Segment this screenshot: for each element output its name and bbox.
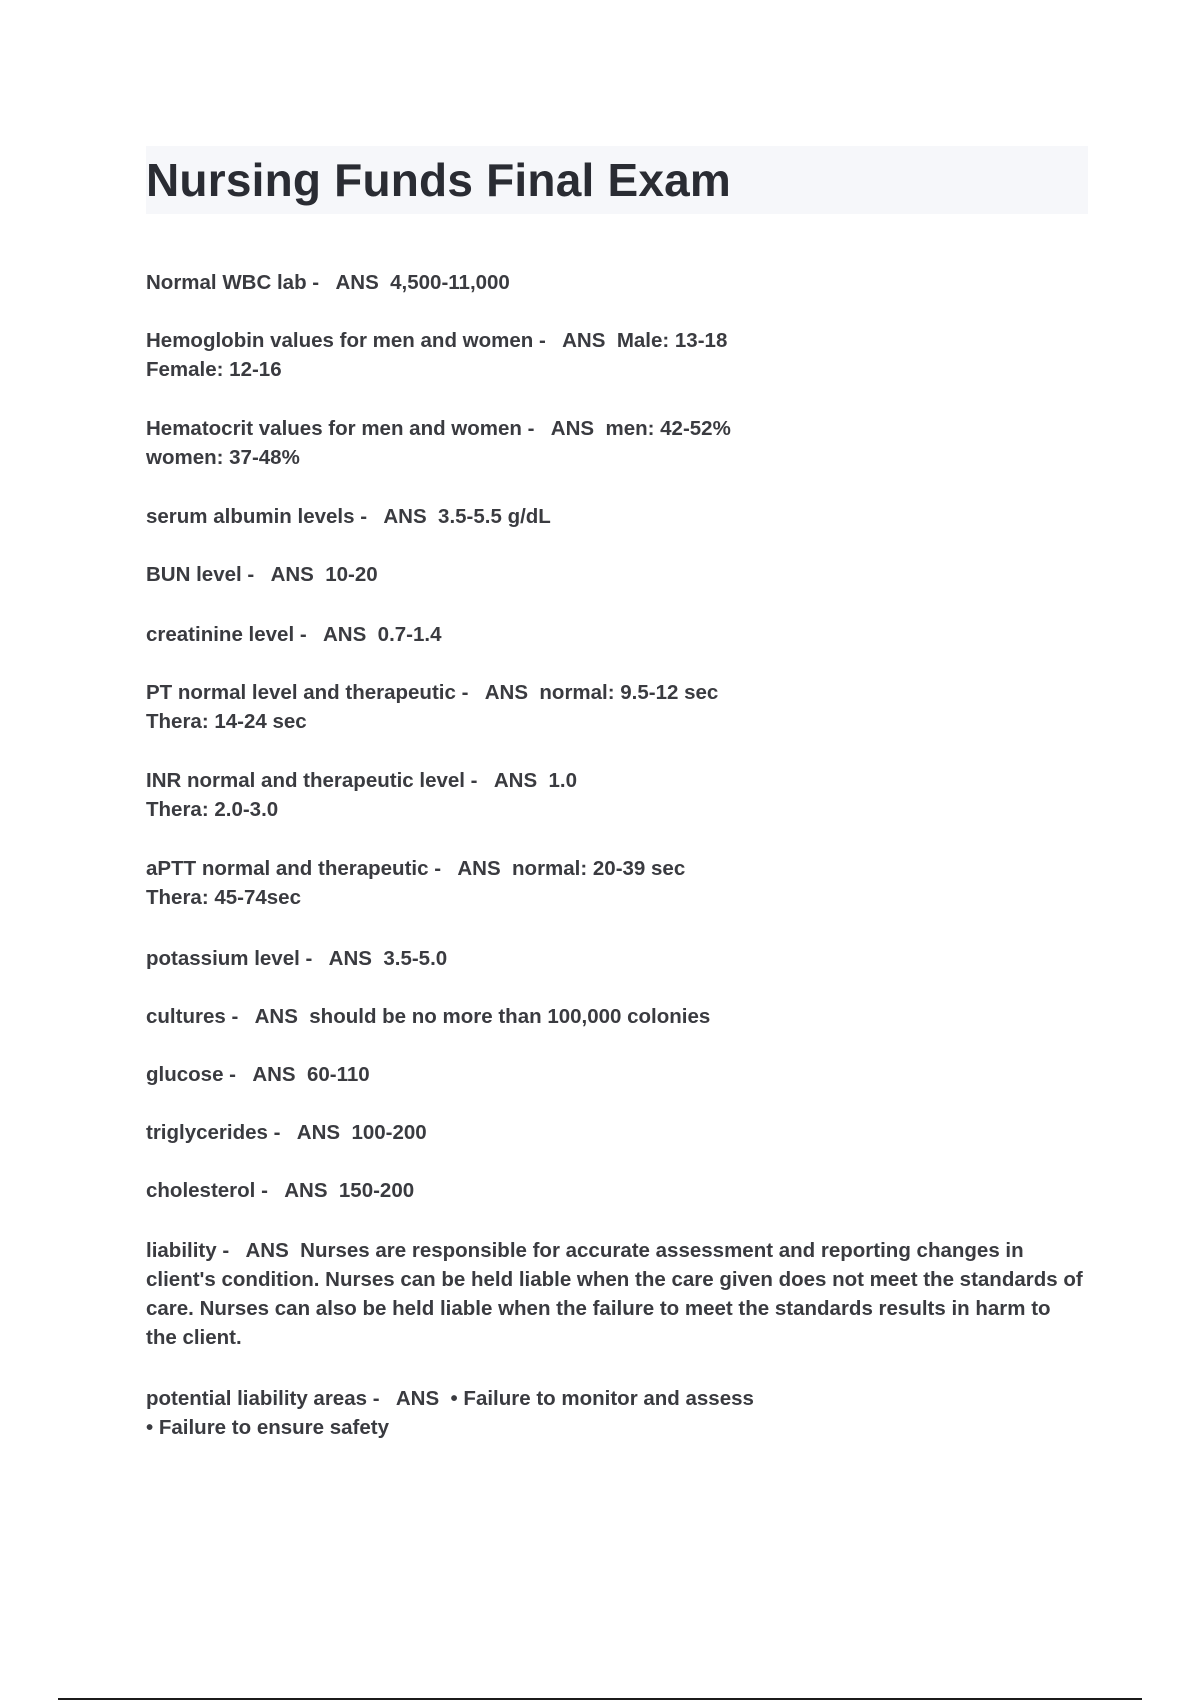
answer-separator: - ANS <box>455 681 540 704</box>
question-text: cultures <box>146 1005 226 1028</box>
answer-text: 3.5-5.5 g/dL <box>438 505 551 528</box>
answer-text: 60-110 <box>307 1063 370 1086</box>
answer-separator: - ANS <box>241 563 326 586</box>
question-text: creatinine level <box>146 623 295 646</box>
qa-item <box>146 1002 1086 1031</box>
question-text: Normal WBC lab <box>146 271 307 294</box>
answer-separator: - ANS <box>533 329 617 352</box>
question-text: glucose <box>146 1063 224 1086</box>
answer-text: 10-20 <box>325 563 378 586</box>
qa-item <box>146 1176 1086 1205</box>
qa-item <box>146 502 1086 531</box>
document-title: Nursing Funds Final Exam <box>146 154 731 206</box>
qa-item <box>146 766 1086 824</box>
answer-text: Male: 13-18 Female: 12-16 <box>146 329 728 381</box>
answer-separator: - ANS <box>216 1239 301 1262</box>
qa-item <box>146 944 1086 973</box>
question-text: triglycerides <box>146 1121 268 1144</box>
answer-separator: - ANS <box>299 947 384 970</box>
answer-separator: - ANS <box>294 623 378 646</box>
question-text: potassium level <box>146 947 300 970</box>
qa-item <box>146 560 1086 589</box>
question-text: aPTT normal and therapeutic <box>146 857 429 880</box>
answer-separator: - ANS <box>225 1005 310 1028</box>
qa-item <box>146 854 1086 912</box>
answer-text: men: 42-52% women: 37-48% <box>146 417 731 469</box>
qa-item <box>146 678 1086 736</box>
answer-separator: - ANS <box>306 271 391 294</box>
answer-text: 3.5-5.0 <box>383 947 448 970</box>
qa-item <box>146 1384 1086 1442</box>
answer-separator: - ANS <box>367 1387 451 1410</box>
question-text: BUN level <box>146 563 242 586</box>
answer-text: 100-200 <box>351 1121 427 1144</box>
answer-text: 4,500-11,000 <box>390 271 510 294</box>
answer-text: 150-200 <box>338 1179 415 1202</box>
question-text: potential liability areas <box>146 1387 368 1410</box>
answer-text: Nurses are responsible for accurate assessment and reporting changes in client's condition. Nurses can be held liable when the care given does not meet the standards of care. Nurses can also be held liable when the failure to meet the standards results in harm to the client. <box>146 1239 1089 1349</box>
answer-separator: - ANS <box>354 505 439 528</box>
answer-text: normal: 20-39 sec Thera: 45-74sec <box>146 857 686 909</box>
answer-separator: - ANS <box>428 857 513 880</box>
answer-separator: - ANS <box>267 1121 352 1144</box>
qa-item <box>146 268 1086 297</box>
question-text: Hematocrit values for men and women <box>146 417 522 440</box>
answer-separator: - ANS <box>255 1179 339 1202</box>
answer-text: 0.7-1.4 <box>377 623 442 646</box>
question-text: PT normal level and therapeutic <box>146 681 456 704</box>
answer-text: • Failure to monitor and assess • Failure to ensure safety <box>146 1387 754 1439</box>
question-text: INR normal and therapeutic level <box>146 769 465 792</box>
qa-item <box>146 1236 1089 1352</box>
question-text: cholesterol <box>146 1179 256 1202</box>
answer-text: normal: 9.5-12 sec Thera: 14-24 sec <box>146 681 719 733</box>
answer-separator: - ANS <box>464 769 549 792</box>
qa-item <box>146 620 1086 649</box>
qa-item <box>146 414 1086 472</box>
qa-item <box>146 326 1086 384</box>
question-text: serum albumin levels <box>146 505 355 528</box>
answer-separator: - ANS <box>521 417 606 440</box>
qa-item <box>146 1060 1086 1089</box>
answer-text: should be no more than 100,000 colonies <box>309 1005 711 1028</box>
answer-separator: - ANS <box>223 1063 307 1086</box>
question-text: Hemoglobin values for men and women <box>146 329 534 352</box>
answer-text: 1.0 Thera: 2.0-3.0 <box>146 769 578 821</box>
qa-item <box>146 1118 1086 1147</box>
question-text: liability <box>146 1239 217 1262</box>
